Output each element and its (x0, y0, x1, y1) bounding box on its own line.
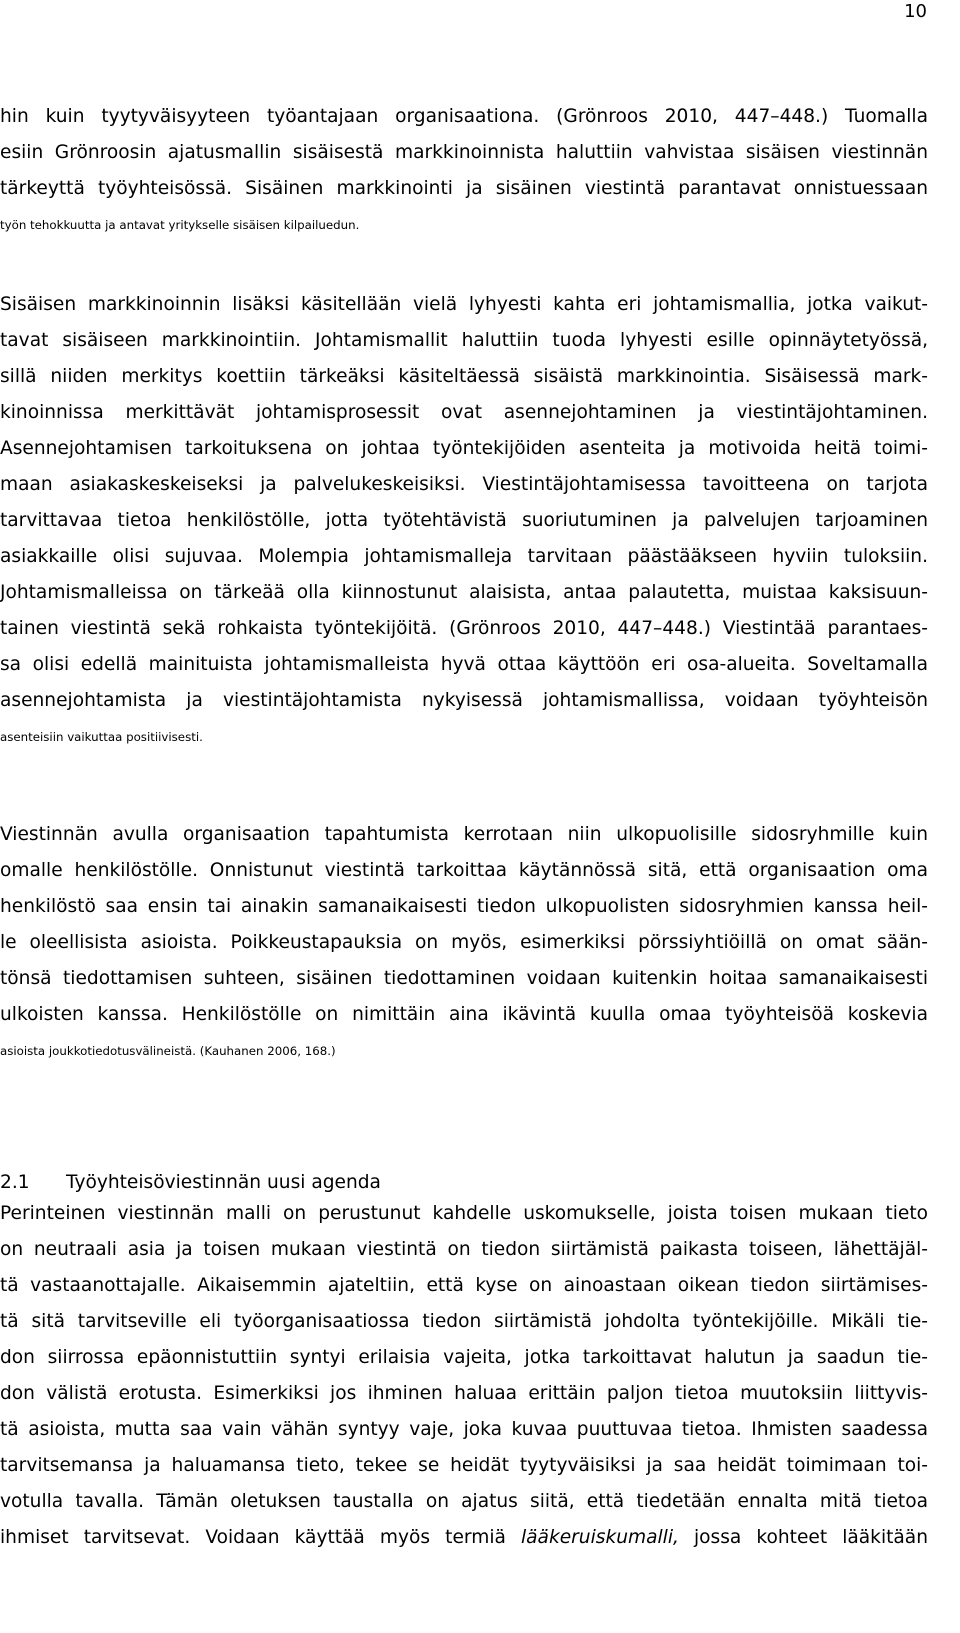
text-line: tainen viestintä sekä rohkaista työntekijöitä. (Grönroos 2010, 447–448.) Viestintää parantaes- (0, 618, 928, 639)
text-line: tarvittavaa tietoa henkilöstölle, jotta työtehtävistä suoriutuminen ja palvelujen tarjoaminen (0, 510, 928, 531)
text-line: tärkeyttä työyhteisössä. Sisäinen markkinointi ja sisäinen viestintä parantavat onnistuessaan (0, 178, 928, 199)
page-number: 10 (904, 1, 927, 22)
text-line: votulla tavalla. Tämän oletuksen taustalla on ajatus siitä, että tiedetään ennalta mitä tietoa (0, 1491, 928, 1512)
text-line: asioista joukkotiedotusvälineistä. (Kauhanen 2006, 168.) (0, 1044, 336, 1058)
text-line: kinoinnissa merkittävät johtamisprosessit ovat asennejohtaminen ja viestintäjohtaminen. (0, 402, 928, 423)
text-line: tavat sisäiseen markkinointiin. Johtamismallit haluttiin tuoda lyhyesti esille opinnäytetyössä, (0, 330, 928, 351)
text-line: tarvitsemansa ja haluamansa tieto, tekee se heidät tyytyväisiksi ja saa heidät toimimaan toi- (0, 1455, 928, 1476)
paragraph-3 (0, 817, 960, 1069)
text-fragment: jossa kohteet lääkitään (678, 1527, 928, 1548)
paragraph-1 (0, 99, 960, 243)
text-line: Viestinnän avulla organisaation tapahtumista kerrotaan niin ulkopuolisille sidosryhmille kuin (0, 824, 928, 845)
text-line: sillä niiden merkitys koettiin tärkeäksi käsiteltäessä sisäistä markkinointia. Sisäisessä mark- (0, 366, 928, 387)
text-line: henkilöstö saa ensin tai ainakin samanaikaisesti tiedon ulkopuolisten sidosryhmien kanssa heil- (0, 896, 928, 917)
section-number: 2.1 (0, 1172, 30, 1193)
text-fragment: ihmiset tarvitsevat. Voidaan käyttää myös termiä (0, 1527, 521, 1548)
text-line: asiakkaille olisi sujuvaa. Molempia johtamismalleja tarvitaan päästääkseen hyviin tuloksiin. (0, 546, 928, 567)
text-line: on neutraali asia ja toisen mukaan viestintä on tiedon siirtämistä paikasta toiseen, lähettäjäl- (0, 1239, 928, 1260)
text-line: asenteisiin vaikuttaa positiivisesti. (0, 730, 203, 744)
text-line: Johtamismalleissa on tärkeää olla kiinnostunut alaisista, antaa palautetta, muistaa kaksisuun- (0, 582, 928, 603)
text-line: maan asiakaskeskeiseksi ja palvelukeskeisiksi. Viestintäjohtamisessa tavoitteena on tarjota (0, 474, 928, 495)
text-line: Asennejohtamisen tarkoituksena on johtaa työntekijöiden asenteita ja motivoida heitä toimi- (0, 438, 928, 459)
text-line: työn tehokkuutta ja antavat yritykselle sisäisen kilpailuedun. (0, 218, 360, 232)
text-line: don siirrossa epäonnistuttiin syntyi erilaisia vajeita, jotka tarkoittavat halutun ja saadun tie- (0, 1347, 928, 1368)
text-line: tä vastaanottajalle. Aikaisemmin ajateltiin, että kyse on ainoastaan oikean tiedon siirtämises- (0, 1275, 928, 1296)
text-line: Perinteinen viestinnän malli on perustunut kahdelle uskomukselle, joista toisen mukaan tieto (0, 1203, 928, 1224)
paragraph-2 (0, 287, 960, 755)
text-line: Sisäisen markkinoinnin lisäksi käsitellään vielä lyhyesti kahta eri johtamismallia, jotka vaikut- (0, 294, 928, 315)
text-line: tä asioista, mutta saa vain vähän syntyy vaje, joka kuvaa puuttuvaa tietoa. Ihmisten saadessa (0, 1419, 928, 1440)
text-line: esiin Grönroosin ajatusmallin sisäisestä markkinoinnista haluttiin vahvistaa sisäisen viestinnän (0, 142, 928, 163)
text-line: omalle henkilöstölle. Onnistunut viestintä tarkoittaa käytännössä sitä, että organisaation oma (0, 860, 928, 881)
text-line-last (0, 1520, 928, 1556)
text-line: don välistä erotusta. Esimerkiksi jos ihminen haluaa erittäin paljon tietoa muutoksiin liittyvis- (0, 1383, 928, 1404)
text-line: tönsä tiedottamisen suhteen, sisäinen tiedottaminen voidaan kuitenkin hoitaa samanaikaisesti (0, 968, 928, 989)
text-line: asennejohtamista ja viestintäjohtamista nykyisessä johtamismallissa, voidaan työyhteisön (0, 690, 928, 711)
text-line: le oleellisista asioista. Poikkeustapauksia on myös, esimerkiksi pörssiyhtiöillä on omat sään- (0, 932, 928, 953)
section-paragraph (0, 1196, 960, 1556)
section-heading (0, 1169, 381, 1197)
text-line: hin kuin tyytyväisyyteen työantajaan organisaationa. (Grönroos 2010, 447–448.) Tuomalla (0, 106, 928, 127)
section-title: Työyhteisöviestinnän uusi agenda (66, 1172, 381, 1193)
text-line: tä sitä tarvitseville eli työorganisaatiossa tiedon siirtämistä johdolta työntekijöille. Mikäli tie- (0, 1311, 928, 1332)
text-line: sa olisi edellä mainituista johtamismalleista hyvä ottaa käyttöön eri osa-alueita. Soveltamalla (0, 654, 928, 675)
emphasis-term: lääkeruiskumalli, (521, 1527, 679, 1548)
text-line: ulkoisten kanssa. Henkilöstölle on nimittäin aina ikävintä kuulla omaa työyhteisöä koskevia (0, 1004, 928, 1025)
